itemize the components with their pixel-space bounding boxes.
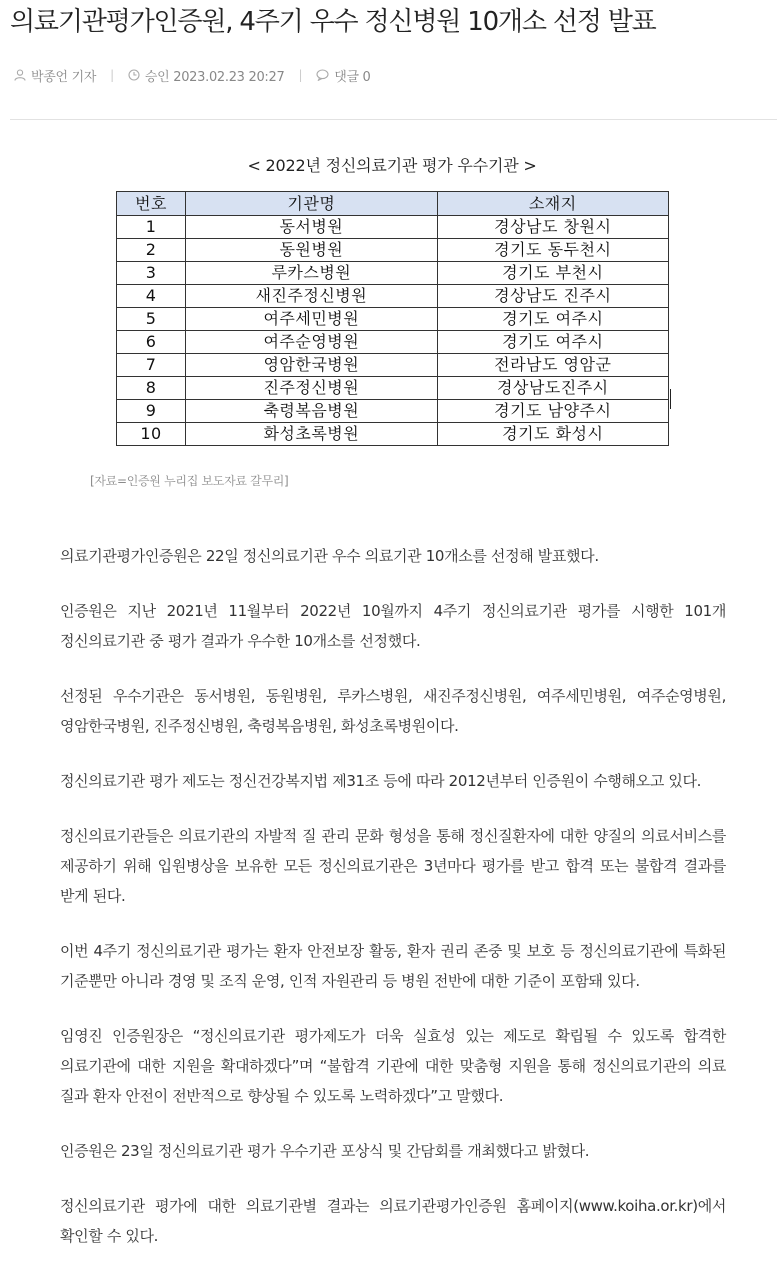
body-paragraph: 정신의료기관 평가에 대한 의료기관별 결과는 의료기관평가인증원 홈페이지(www.koiha.or.kr)에서 확인할 수 있다. <box>60 1197 726 1245</box>
row-institution: 동서병원 <box>186 216 437 239</box>
table-row <box>117 423 669 446</box>
hospital-table <box>116 191 669 446</box>
body-paragraph: 선정된 우수기관은 동서병원, 동원병원, 루카스병원, 새진주정신병원, 여주세민병원, 여주순영병원, 영암한국병원, 진주정신병원, 축령복음병원, 화성초록병원이다. <box>60 687 726 735</box>
article-headline: 의료기관평가인증원, 4주기 우수 정신병원 10개소 선정 발표 <box>10 7 656 37</box>
figure-caption: [자료=인증원 누리집 보도자료 갈무리] <box>90 474 289 488</box>
body-paragraph: 이번 4주기 정신의료기관 평가는 환자 안전보장 활동, 환자 권리 존중 및 보호 등 정신의료기관에 특화된 기준뿐만 아니라 경영 및 조직 운영, 인적 자원관리 등 병원 전반에 대한 기준이 포함돼 있다. <box>60 942 726 990</box>
table-row <box>117 377 669 400</box>
table-row <box>117 285 669 308</box>
header-divider <box>10 119 777 120</box>
row-number: 6 <box>117 331 186 354</box>
row-institution: 새진주정신병원 <box>186 285 437 308</box>
body-paragraph: 의료기관평가인증원은 22일 정신의료기관 우수 의료기관 10개소를 선정해 발표했다. <box>60 547 599 565</box>
body-paragraph: 임영진 인증원장은 “정신의료기관 평가제도가 더욱 실효성 있는 제도로 확립될 수 있도록 합격한 의료기관에 대한 지원을 확대하겠다”며 “불합격 기관에 대한 맞춤형 지원을 통해 정신의료기관의 의료 질과 환자 안전이 전반적으로 향상될 수 있도록 노력하겠다”고 말했다. <box>60 1027 726 1105</box>
row-number: 7 <box>117 354 186 377</box>
table-row <box>117 216 669 239</box>
body-paragraph: 인증원은 지난 2021년 11월부터 2022년 10월까지 4주기 정신의료기관 평가를 시행한 101개 정신의료기관 중 평가 결과가 우수한 10개소를 선정했다. <box>60 602 726 650</box>
row-location: 경상남도 창원시 <box>437 216 668 239</box>
header-number: 번호 <box>117 192 186 216</box>
row-location: 경기도 여주시 <box>437 331 668 354</box>
table-row <box>117 308 669 331</box>
row-location: 경기도 화성시 <box>437 423 668 446</box>
meta-divider: | <box>298 68 303 82</box>
row-institution: 축령복음병원 <box>186 400 437 423</box>
row-number: 10 <box>117 423 186 446</box>
body-paragraph: 인증원은 23일 정신의료기관 평가 우수기관 포상식 및 간담회를 개최했다고 밝혔다. <box>60 1142 590 1160</box>
author-name[interactable]: 박종언 기자 <box>31 69 97 85</box>
body-paragraph: 정신의료기관들은 의료기관의 자발적 질 관리 문화 형성을 통해 정신질환자에 대한 양질의 의료서비스를 제공하기 위해 입원병상을 보유한 모든 정신의료기관은 3년마다 평가를 받고 합격 또는 불합격 결과를 받게 된다. <box>60 827 726 905</box>
text-cursor-mark <box>670 389 671 409</box>
row-location: 경기도 남양주시 <box>437 400 668 423</box>
row-number: 1 <box>117 216 186 239</box>
row-institution: 동원병원 <box>186 239 437 262</box>
user-icon <box>14 69 26 81</box>
row-location: 전라남도 영암군 <box>437 354 668 377</box>
row-institution: 루카스병원 <box>186 262 437 285</box>
clock-icon <box>128 69 140 81</box>
header-location: 소재지 <box>437 192 668 216</box>
row-location: 경상남도 진주시 <box>437 285 668 308</box>
table-row <box>117 262 669 285</box>
figure-title: < 2022년 정신의료기관 평가 우수기관 > <box>247 156 537 175</box>
table-row <box>117 354 669 377</box>
body-paragraph: 정신의료기관 평가 제도는 정신건강복지법 제31조 등에 따라 2012년부터 인증원이 수행해오고 있다. <box>60 772 702 790</box>
row-location: 경상남도진주시 <box>437 377 668 400</box>
approved-meta <box>128 66 285 85</box>
comment-count[interactable]: 댓글 0 <box>334 69 371 85</box>
table-row <box>117 400 669 423</box>
row-number: 3 <box>117 262 186 285</box>
meta-divider: | <box>110 68 114 82</box>
comment-icon <box>316 69 329 81</box>
approved-date: 승인 2023.02.23 20:27 <box>144 69 285 85</box>
row-institution: 여주순영병원 <box>186 331 437 354</box>
header-institution: 기관명 <box>186 192 437 216</box>
row-institution: 영암한국병원 <box>186 354 437 377</box>
comments-meta <box>316 66 370 85</box>
row-location: 경기도 여주시 <box>437 308 668 331</box>
row-institution: 화성초록병원 <box>186 423 437 446</box>
row-number: 5 <box>117 308 186 331</box>
row-number: 9 <box>117 400 186 423</box>
table-row <box>117 331 669 354</box>
author-meta <box>14 66 96 85</box>
row-number: 8 <box>117 377 186 400</box>
row-location: 경기도 동두천시 <box>437 239 668 262</box>
row-location: 경기도 부천시 <box>437 262 668 285</box>
row-institution: 여주세민병원 <box>186 308 437 331</box>
article-body <box>60 541 726 1276</box>
article-figure <box>110 154 674 454</box>
row-number: 2 <box>117 239 186 262</box>
table-header-row <box>117 192 669 216</box>
table-row <box>117 239 669 262</box>
row-institution: 진주정신병원 <box>186 377 437 400</box>
row-number: 4 <box>117 285 186 308</box>
article-meta <box>14 64 371 86</box>
